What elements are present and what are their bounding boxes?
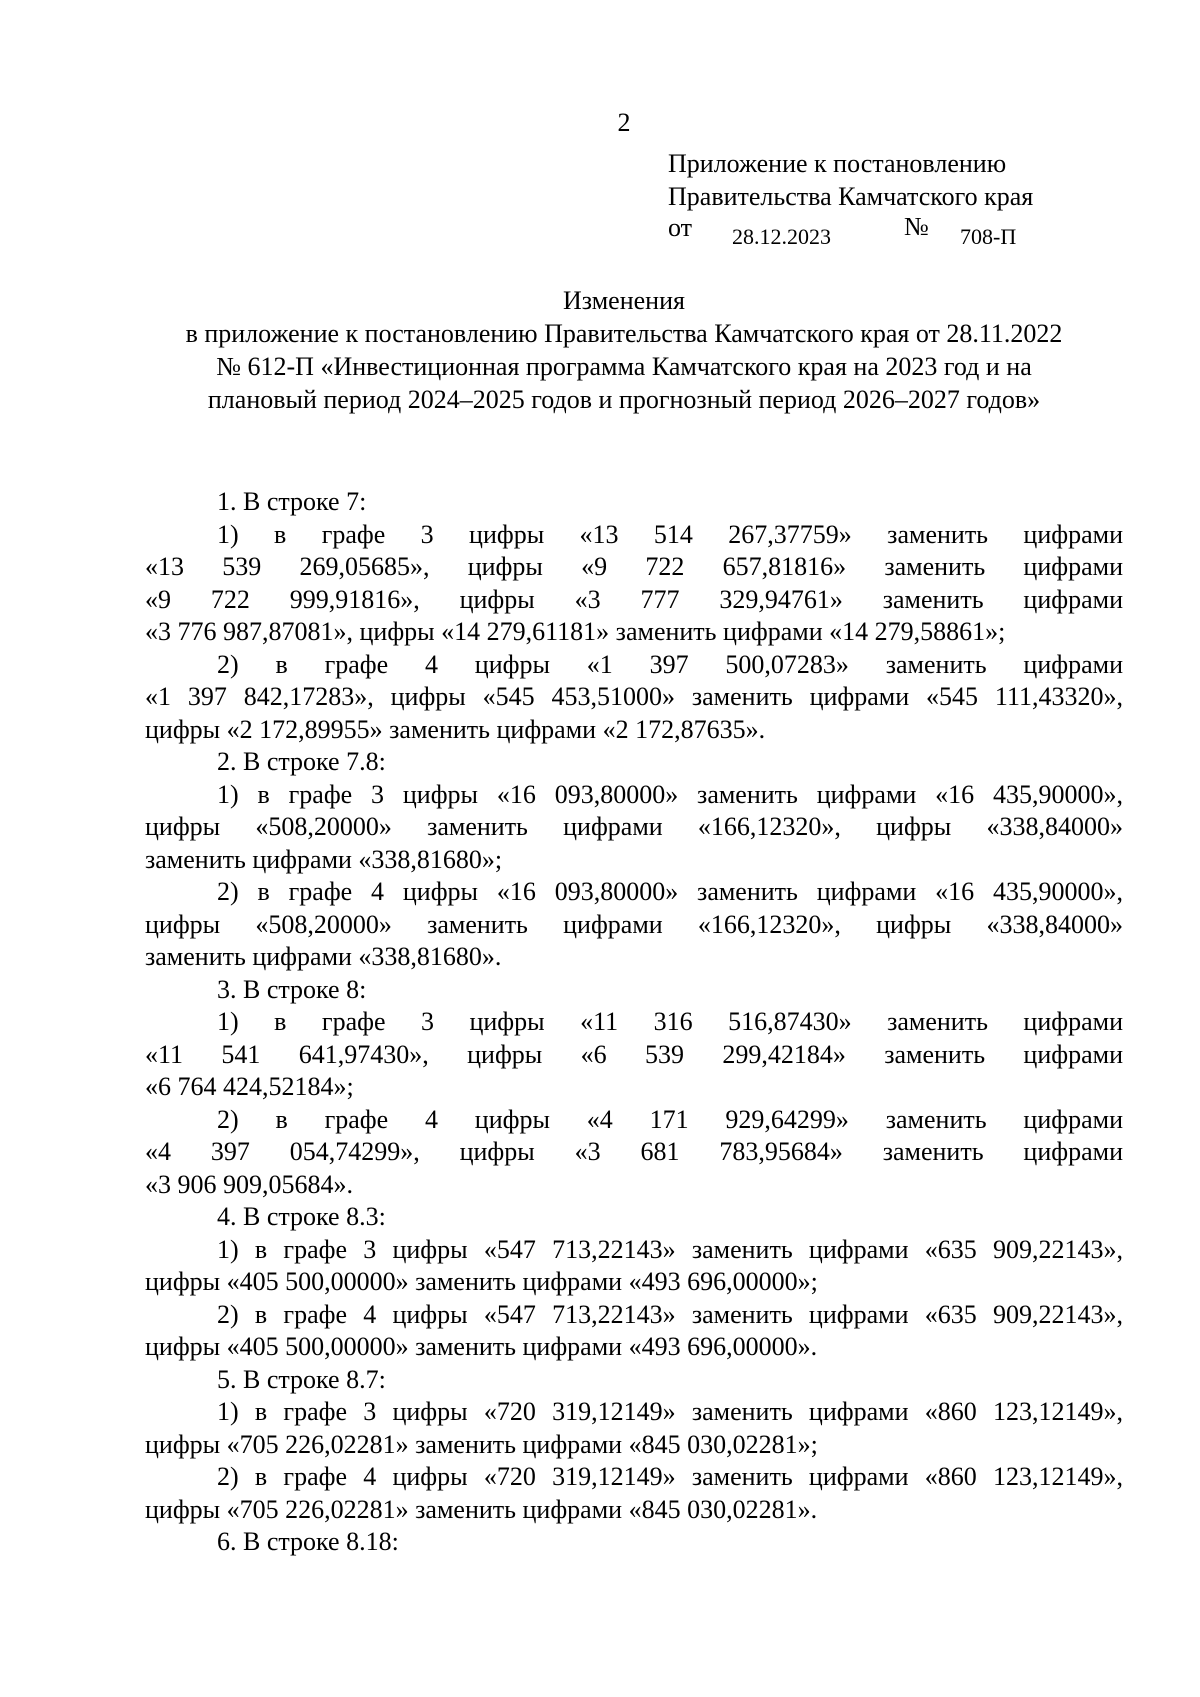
sub-item-line: «6 764 424,52184»;	[145, 1072, 354, 1101]
sub-item-line: 1) в графе 3 цифры «13 514 267,37759» заменить цифрами	[217, 519, 1123, 549]
document-title	[0, 284, 1200, 416]
sub-item-line: «9 722 999,91816», цифры «3 777 329,94761» заменить цифрами	[145, 584, 1123, 614]
appendix-date-row	[668, 212, 1033, 249]
item-heading: 6. В строке 8.18:	[217, 1527, 399, 1556]
sub-item-line: цифры «705 226,02281» заменить цифрами «845 030,02281»;	[145, 1429, 818, 1459]
sub-item-line: «11 541 641,97430», цифры «6 539 299,42184» заменить цифрами	[145, 1039, 1123, 1069]
sub-item-line: цифры «508,20000» заменить цифрами «166,12320», цифры «338,84000»	[145, 909, 1123, 939]
title-line-2: в приложение к постановлению Правительства Камчатского края от 28.11.2022	[185, 319, 1063, 348]
sub-item-line: цифры «508,20000» заменить цифрами «166,12320», цифры «338,84000»	[145, 812, 1123, 841]
appendix-ot-label: от	[668, 213, 693, 242]
item-heading: 1. В строке 7:	[217, 487, 367, 516]
sub-item-line: заменить цифрами «338,81680».	[145, 942, 502, 971]
sub-item-line: 2) в графе 4 цифры «16 093,80000» заменить цифрами «16 435,90000»,	[217, 877, 1123, 906]
appendix-date: 28.12.2023	[732, 224, 831, 249]
sub-item-line: «3 776 987,87081», цифры «14 279,61181» заменить цифрами «14 279,58861»;	[145, 617, 1006, 646]
sub-item-line: 2) в графе 4 цифры «547 713,22143» заменить цифрами «635 909,22143»,	[217, 1299, 1123, 1329]
sub-item-line: 1) в графе 3 цифры «11 316 516,87430» заменить цифрами	[217, 1007, 1123, 1036]
sub-item-line: 1) в графе 3 цифры «16 093,80000» заменить цифрами «16 435,90000»,	[217, 779, 1123, 809]
sub-item-line: цифры «405 500,00000» заменить цифрами «493 696,00000».	[145, 1332, 818, 1361]
item-heading: 5. В строке 8.7:	[217, 1364, 386, 1394]
sub-item-line: 2) в графе 4 цифры «1 397 500,07283» заменить цифрами	[217, 649, 1123, 679]
sub-item-line: 1) в графе 3 цифры «547 713,22143» заменить цифрами «635 909,22143»,	[217, 1234, 1123, 1264]
sub-item-line: 2) в графе 4 цифры «720 319,12149» заменить цифрами «860 123,12149»,	[217, 1462, 1123, 1491]
appendix-number-sign: №	[904, 212, 929, 241]
item-heading: 2. В строке 7.8:	[217, 747, 386, 776]
appendix-doc-number: 708-П	[960, 224, 1017, 249]
item-heading: 3. В строке 8:	[217, 974, 367, 1004]
item-heading: 4. В строке 8.3:	[217, 1202, 386, 1231]
sub-item-line: «3 906 909,05684».	[145, 1169, 353, 1199]
sub-item-line: цифры «2 172,89955» заменить цифрами «2 172,87635».	[145, 714, 766, 744]
sub-item-line: цифры «405 500,00000» заменить цифрами «493 696,00000»;	[145, 1267, 818, 1296]
title-line-1: Изменения	[563, 286, 685, 315]
sub-item-line: 1) в графе 3 цифры «720 319,12149» заменить цифрами «860 123,12149»,	[217, 1397, 1123, 1426]
document-body	[145, 486, 1123, 1559]
page-number: 2	[617, 108, 631, 137]
appendix-block	[668, 147, 1034, 249]
appendix-line-2: Правительства Камчатского края	[668, 182, 1034, 211]
sub-item-line: 2) в графе 4 цифры «4 171 929,64299» заменить цифрами	[217, 1104, 1123, 1134]
title-line-3: № 612-П «Инвестиционная программа Камчатского края на 2023 год и на	[216, 352, 1032, 381]
sub-item-line: «4 397 054,74299», цифры «3 681 783,95684» заменить цифрами	[145, 1137, 1123, 1166]
appendix-line-1: Приложение к постановлению	[668, 149, 1007, 178]
sub-item-line: цифры «705 226,02281» заменить цифрами «845 030,02281».	[145, 1494, 818, 1524]
sub-item-line: «1 397 842,17283», цифры «545 453,51000» заменить цифрами «545 111,43320»,	[145, 682, 1123, 711]
title-line-4: плановый период 2024–2025 годов и прогнозный период 2026–2027 годов»	[207, 385, 1041, 414]
sub-item-line: «13 539 269,05685», цифры «9 722 657,81816» заменить цифрами	[145, 552, 1123, 581]
sub-item-line: заменить цифрами «338,81680»;	[145, 844, 503, 874]
